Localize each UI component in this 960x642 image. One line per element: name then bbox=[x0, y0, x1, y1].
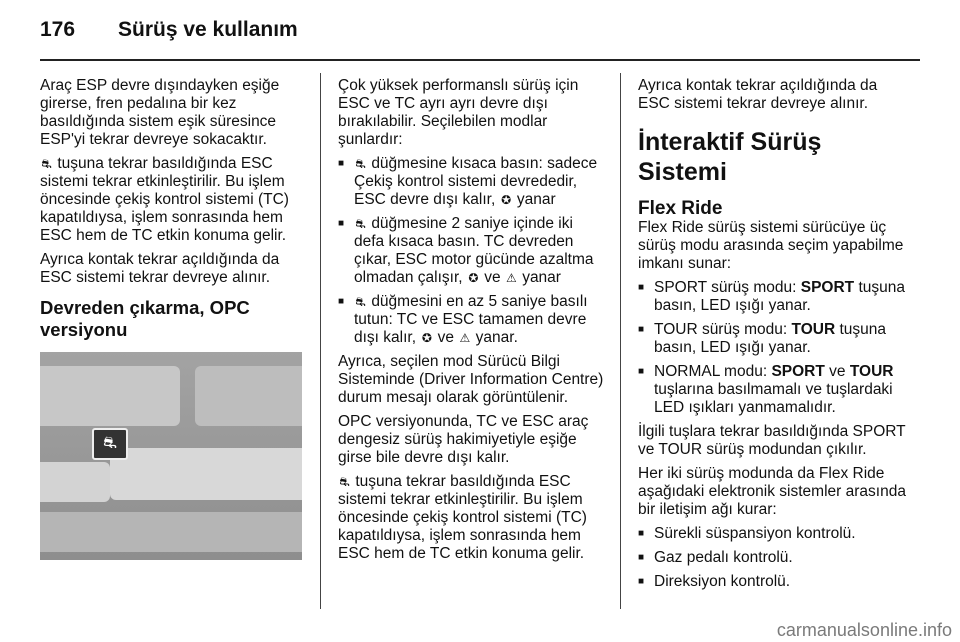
list-item: ■ SPORT sürüş modu: SPORT tuşuna basın, LED ışığı yanar. bbox=[638, 279, 908, 315]
esc-off-icon: ⚠ bbox=[459, 331, 471, 345]
list-item: ■ Gaz pedalı kontrolü. bbox=[638, 549, 908, 567]
esc-off-icon: ⚠ bbox=[505, 271, 517, 285]
list-item: ■ TOUR sürüş modu: TOUR tuşuna basın, LED ışığı yanar. bbox=[638, 321, 908, 357]
column-2 bbox=[338, 77, 606, 569]
paragraph: OPC versiyonunda, TC ve ESC araç dengesiz sürüş hakimiyetiyle eşiğe girse bile devre dışı kalır. bbox=[338, 413, 589, 466]
list-item: ■ Sürekli süspansiyon kontrolü. bbox=[638, 525, 908, 543]
watermark: carmanualsonline.info bbox=[776, 620, 952, 640]
mode-list bbox=[338, 155, 606, 347]
paragraph: İlgili tuşlara tekrar basıldığında SPORT ve TOUR sürüş modundan çıkılır. bbox=[638, 423, 906, 458]
paragraph: Ayrıca kontak tekrar açıldığında da ESC sistemi tekrar devreye alınır. bbox=[40, 251, 280, 286]
esc-button-icon: ⛐ bbox=[355, 217, 366, 231]
paragraph: ⛐ tuşuna tekrar basıldığında ESC sistemi tekrar etkinleştirilir. Bu işlem öncesinde çekiş kontrol sistemi (TC) kapatıldıysa, işlem sonrasında hem ESC hem de TC etkin konuma gelir. bbox=[338, 473, 587, 562]
esc-button-icon: ⛐ bbox=[41, 157, 52, 171]
section-heading: İnteraktif Sürüş Sistemi bbox=[638, 128, 822, 186]
list-item: ■ NORMAL modu: SPORT ve TOUR tuşlarına basılmamalı ve tuşlardaki LED ışıkları yanmamalıdır. bbox=[638, 363, 908, 417]
esc-button-icon: ⛐ bbox=[92, 428, 128, 460]
column-3 bbox=[638, 77, 908, 597]
list-item: ■ ⛐ düğmesini en az 5 saniye basılı tutun: TC ve ESC tamamen devre dışı kalır, ✪ ve ⚠ yanar. bbox=[338, 293, 606, 347]
section-heading: Devreden çıkarma, OPC versiyonu bbox=[40, 297, 250, 340]
column-divider bbox=[320, 73, 321, 609]
mode-list bbox=[638, 279, 908, 417]
paragraph: Ayrıca, seçilen mod Sürücü Bilgi Sisteminde (Driver Information Centre) durum mesajı olarak görüntülenir. bbox=[338, 353, 604, 406]
system-list bbox=[638, 525, 908, 591]
paragraph: Araç ESP devre dışındayken eşiğe girerse, fren pedalına bir kez basıldığında sistem eşik süresince ESP'yi tekrar devreye sokacaktır. bbox=[40, 77, 280, 148]
dashboard-button-photo bbox=[40, 352, 302, 560]
chapter-title: Sürüş ve kullanım bbox=[118, 18, 298, 41]
photo-panel bbox=[195, 366, 302, 426]
tc-off-icon: ✪ bbox=[468, 271, 479, 285]
page-header bbox=[0, 0, 960, 58]
list-item: ■ ⛐ düğmesine kısaca basın: sadece Çekiş kontrol sistemi devrededir, ESC devre dışı kalır, ✪ yanar bbox=[338, 155, 606, 209]
photo-panel bbox=[40, 366, 180, 426]
paragraph: Flex Ride sürüş sistemi sürücüye üç sürüş modu arasında seçim yapabilme imkanı sunar: bbox=[638, 219, 904, 272]
tc-off-icon: ✪ bbox=[501, 193, 512, 207]
paragraph: Her iki sürüş modunda da Flex Ride aşağıdaki elektronik sistemler arasında bir iletişim ağı kurar: bbox=[638, 465, 906, 518]
subsection-heading: Flex Ride bbox=[638, 198, 723, 219]
column-divider bbox=[620, 73, 621, 609]
paragraph: ⛐ tuşuna tekrar basıldığında ESC sistemi tekrar etkinleştirilir. Bu işlem öncesinde çekiş kontrol sistemi (TC) kapatıldıysa, işlem sonrasında hem ESC hem de TC etkin konuma gelir. bbox=[40, 155, 289, 244]
photo-panel bbox=[110, 448, 302, 500]
esc-button-icon: ⛐ bbox=[355, 295, 366, 309]
esc-button-icon: ⛐ bbox=[339, 475, 350, 489]
page-number: 176 bbox=[40, 18, 76, 41]
tc-off-icon: ✪ bbox=[421, 331, 432, 345]
paragraph: Çok yüksek performanslı sürüş için ESC ve TC ayrı ayrı devre dışı bırakılabilir. Seçilebilen modlar şunlardır: bbox=[338, 77, 579, 148]
photo-panel bbox=[40, 512, 302, 552]
list-item: ■ Direksiyon kontrolü. bbox=[638, 573, 908, 591]
photo-panel bbox=[40, 462, 110, 502]
column-1 bbox=[40, 77, 302, 355]
header-rule bbox=[40, 59, 920, 61]
esc-button-icon: ⛐ bbox=[355, 157, 366, 171]
list-item: ■ ⛐ düğmesine 2 saniye içinde iki defa kısaca basın. TC devreden çıkar, ESC motor gücünde azaltma olmadan çalışır, ✪ ve ⚠ yanar bbox=[338, 215, 606, 287]
paragraph: Ayrıca kontak tekrar açıldığında da ESC sistemi tekrar devreye alınır. bbox=[638, 77, 878, 112]
